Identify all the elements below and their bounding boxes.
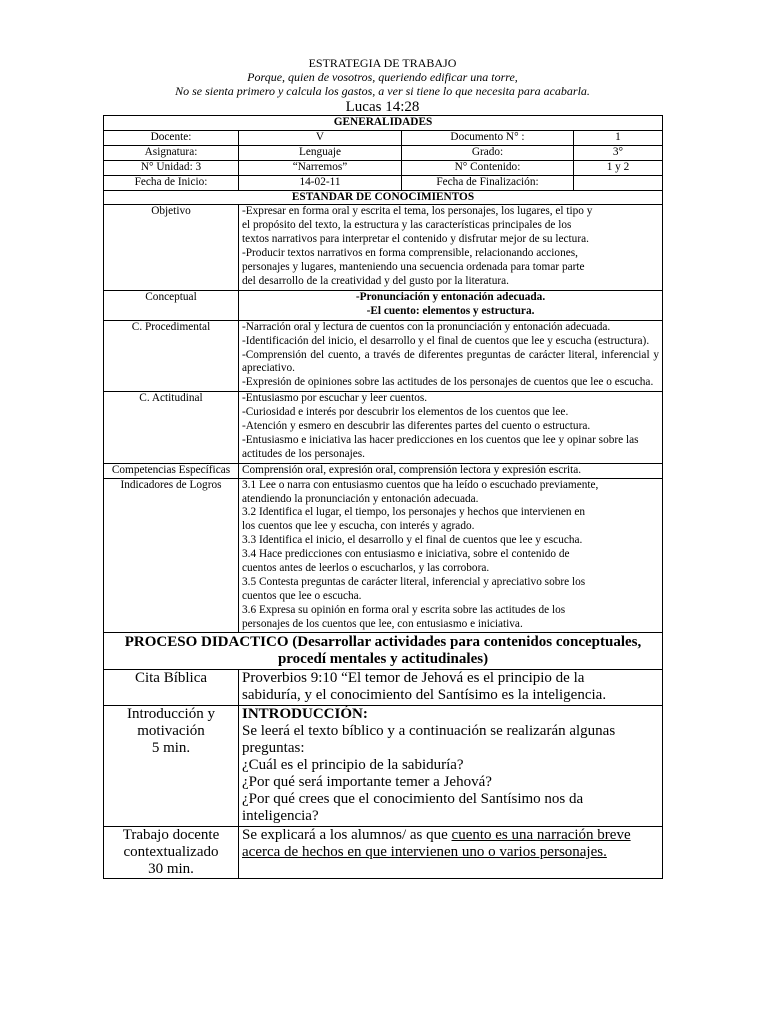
generalidades-table [103,115,663,191]
conceptual-label: Conceptual [104,290,239,320]
text-line: sabiduría, y el conocimiento del Santísimo es la inteligencia. [242,686,607,703]
text-line: textos narrativos para interpretar el contenido y disfrutar mejor de su lectura. [242,233,589,246]
indicadores-label: Indicadores de Logros [104,478,239,632]
value-documento: 1 [574,130,663,145]
cita-label: Cita Bíblica [104,669,239,705]
competencias-content: Comprensión oral, expresión oral, comprensión lectora y expresión escrita. [239,463,663,478]
text-line: -El cuento: elementos y estructura. [366,304,535,317]
text-line: inteligencia? [242,807,319,824]
text-line: procedí mentales y actitudinales) [277,650,489,667]
text-line: -Comprensión del cuento, a través de diferentes preguntas de carácter literal, inferencial y apreciativo. [242,348,659,375]
text-line: cuentos que lee o escucha. [242,589,362,602]
text-line: -Producir textos narrativos en forma comprensible, relacionando acciones, [242,247,578,260]
actitudinal-content [239,392,663,464]
value-fecha-inicio: 14-02-11 [239,175,402,190]
trabajo-content [239,826,663,878]
estandar-table [103,190,663,633]
text-line: 3.6 Expresa su opinión en forma oral y escrita sobre las actitudes de los [242,603,566,616]
text-line: -Entusiasmo e iniciativa las hacer predicciones en los cuentos que lee y opinar sobre las actitudes de los personajes. [242,433,639,460]
text-line: 3.4 Hace predicciones con entusiasmo e iniciativa, sobre el contenido de [242,548,570,561]
text-line: los cuentos que lee y escucha, con interés y agrado. [242,520,475,533]
label-contenido: N° Contenido: [402,160,574,175]
text-line: -Narración oral y lectura de cuentos con la pronunciación y entonación adecuada. [242,320,611,333]
text-line: contextualizado [123,843,219,860]
text-line: -Expresión de opiniones sobre las actitudes de los personajes de cuentos que lee o escucha. [242,376,654,389]
label-fecha-inicio: Fecha de Inicio: [104,175,239,190]
text-line: preguntas: [242,739,305,756]
document-title: ESTRATEGIA DE TRABAJO [308,56,457,70]
procedimental-label: C. Procedimental [104,320,239,392]
text-line: el propósito del texto, la estructura y las características principales de los [242,219,572,232]
value-unidad: “Narremos” [239,160,402,175]
procedimental-content [239,320,663,392]
quote-line-2: No se sienta primero y calcula los gastos, a ver si tiene lo que necesita para acabarla. [175,84,590,98]
text-line: -Entusiasmo por escuchar y leer cuentos. [242,392,428,405]
text-line: del desarrollo de la creatividad y del gusto por la literatura. [242,274,509,287]
text-line: ¿Por qué será importante temer a Jehová? [242,773,492,790]
value-asignatura: Lenguaje [239,145,402,160]
actitudinal-label: C. Actitudinal [104,392,239,464]
text-line: 30 min. [148,860,194,877]
text-line: 3.1 Lee o narra con entusiasmo cuentos que ha leído o escuchado previamente, [242,478,599,491]
text-line: -Identificación del inicio, el desarrollo y el final de cuentos que lee y escucha (estructura). [242,334,650,347]
intro-label [104,705,239,826]
text-line: Proverbios 9:10 “El temor de Jehová es el principio de la [242,669,585,686]
text-line: Trabajo docente [122,826,220,843]
label-fecha-finalizacion: Fecha de Finalización: [402,175,574,190]
trabajo-underlined-2: acerca de hechos en que intervienen uno o varios personajes. [242,843,607,860]
text-line: motivación [137,722,205,739]
trabajo-underlined-1: cuento es una narración breve [451,826,631,843]
text-line: Se leerá el texto bíblico y a continuación se realizarán algunas [242,722,616,739]
label-grado: Grado: [402,145,574,160]
value-contenido: 1 y 2 [574,160,663,175]
trabajo-prefix: Se explicará a los alumnos/ as que [242,826,452,843]
text-line: ¿Cuál es el principio de la sabiduría? [242,756,464,773]
generalidades-heading: GENERALIDADES [104,116,663,131]
conceptual-content [239,290,663,320]
value-grado: 3° [574,145,663,160]
text-line [242,827,659,844]
text-line: Introducción y [127,705,215,722]
text-line: -Curiosidad e interés por descubrir los elementos de los cuentos que lee. [242,406,569,419]
label-asignatura: Asignatura: [104,145,239,160]
text-line: cuentos antes de leerlos o escucharlos, y las corrobora. [242,562,490,575]
value-docente: V [239,130,402,145]
text-line: 3.5 Contesta preguntas de carácter literal, inferencial y apreciativo sobre los [242,576,586,588]
proceso-heading [104,632,663,669]
bible-reference: Lucas 14:28 [345,99,420,115]
trabajo-label [104,826,239,878]
intro-title: INTRODUCCIÓN: [242,705,368,722]
quote-line-1: Porque, quien de vosotros, queriendo edificar una torre, [247,70,518,84]
label-documento: Documento N° : [402,130,574,145]
document-page [103,56,662,879]
objetivo-content [239,205,663,290]
competencias-label: Competencias Específicas [104,463,239,478]
text-line: PROCESO DIDACTICO (Desarrollar actividades para contenidos conceptuales, [124,633,642,650]
text-line [242,844,659,861]
text-line: atendiendo la pronunciación y entonación adecuada. [242,492,479,505]
label-docente: Docente: [104,130,239,145]
text-line: 3.3 Identifica el inicio, el desarrollo y el final de cuentos que lee y escucha. [242,534,583,547]
text-line: 5 min. [151,739,191,756]
intro-content [239,705,663,826]
label-unidad: N° Unidad: 3 [104,160,239,175]
text-line: 3.2 Identifica el lugar, el tiempo, los personajes y hechos que intervienen en [242,506,586,519]
text-line: personajes y lugares, manteniendo una secuencia ordenada para tomar parte [242,261,585,274]
text-line: -Atención y esmero en descubrir las diferentes partes del cuento o estructura. [242,420,591,433]
text-line: -Pronunciación y entonación adecuada. [355,290,546,303]
text-line: -Expresar en forma oral y escrita el tema, los personajes, los lugares, el tipo y [242,205,593,218]
document-header [103,56,662,115]
cita-content [239,669,663,705]
text-line: ¿Por qué crees que el conocimiento del Santísimo nos da [242,790,584,807]
estandar-heading: ESTANDAR DE CONOCIMIENTOS [104,190,663,205]
objetivo-label: Objetivo [104,205,239,290]
proceso-table [103,632,663,879]
text-line: personajes de los cuentos que lee, con entusiasmo e iniciativa. [242,617,523,630]
indicadores-content [239,478,663,632]
value-fecha-finalizacion [574,175,663,190]
